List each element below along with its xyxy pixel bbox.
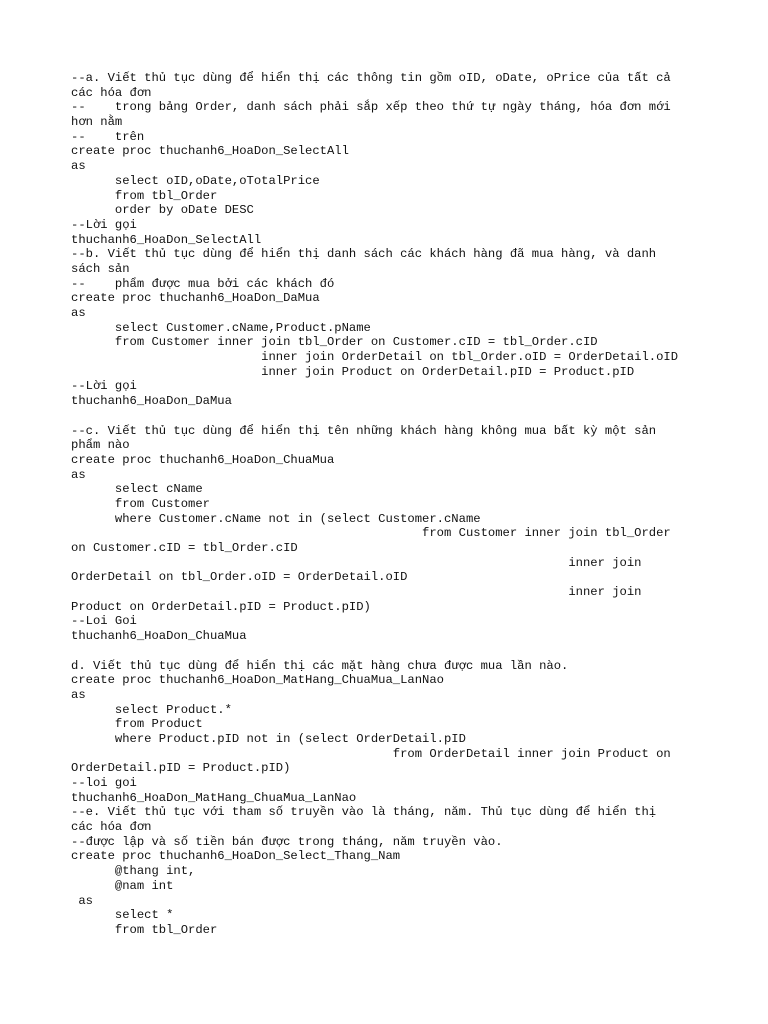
code-line: -- trên <box>71 129 145 144</box>
code-line: --c. Viết thủ tục dùng để hiển thị tên những khách hàng không mua bất kỳ một sản <box>71 423 657 438</box>
code-line <box>71 644 701 659</box>
code-line: --b. Viết thủ tục dùng để hiển thị danh sách các khách hàng đã mua hàng, và danh <box>71 247 657 262</box>
sql-code-block <box>71 71 701 938</box>
code-line: as <box>71 306 86 320</box>
code-line: from OrderDetail inner join Product on <box>71 746 671 761</box>
code-line: as <box>71 159 86 174</box>
code-line: --Loi Goi <box>71 614 137 629</box>
code-line: sách sản <box>71 261 130 276</box>
code-line: select Customer.cName,Product.pName <box>71 320 371 335</box>
code-line: OrderDetail.pID = Product.pID) <box>71 761 291 776</box>
code-line: create proc thuchanh6_HoaDon_ChuaMua <box>71 452 335 467</box>
code-line: -- trong bảng Order, danh sách phải sắp xếp theo thứ tự ngày tháng, hóa đơn mới <box>71 100 671 115</box>
code-line: where Product.pID not in (select OrderDetail.pID <box>71 731 466 746</box>
code-line: from Customer inner join tbl_Order <box>71 526 671 541</box>
code-line: thuchanh6_HoaDon_MatHang_ChuaMua_LanNao <box>71 790 357 805</box>
code-line: from tbl_Order <box>71 188 218 203</box>
code-line: create proc thuchanh6_HoaDon_Select_Thang_Nam <box>71 849 401 864</box>
code-line: inner join <box>71 585 642 600</box>
code-line: on Customer.cID = tbl_Order.cID <box>71 541 298 555</box>
code-line: -- phẩm được mua bởi các khách đó <box>71 276 335 291</box>
code-line: from Customer <box>71 496 210 511</box>
code-line: thuchanh6_HoaDon_DaMua <box>71 394 232 409</box>
code-line: create proc thuchanh6_HoaDon_MatHang_ChuaMua_LanNao <box>71 673 444 688</box>
code-line: as <box>71 893 93 908</box>
code-line: --được lập và số tiền bán được trong tháng, năm truyền vào. <box>71 834 503 849</box>
code-line: d. Viết thủ tục dùng để hiển thị các mặt hàng chưa được mua lần nào. <box>71 658 569 673</box>
code-line: các hóa đơn <box>71 820 152 835</box>
code-line: phẩm nào <box>71 438 130 453</box>
code-line: select oID,oDate,oTotalPrice <box>71 173 320 188</box>
code-line: thuchanh6_HoaDon_ChuaMua <box>71 629 247 644</box>
code-line: --Lời gọi <box>71 217 137 232</box>
code-line: as <box>71 467 86 482</box>
code-line: from Product <box>71 717 203 732</box>
code-line <box>71 409 701 424</box>
code-line: @nam int <box>71 878 174 893</box>
code-line: inner join <box>71 555 642 570</box>
code-line: @thang int, <box>71 864 196 879</box>
code-line: from tbl_Order <box>71 922 218 937</box>
code-line: select cName <box>71 482 203 497</box>
code-line: order by oDate DESC <box>71 203 254 218</box>
code-line: --a. Viết thủ tục dùng để hiển thị các thông tin gồm oID, oDate, oPrice của tất cả <box>71 71 671 85</box>
code-line: select * <box>71 908 174 923</box>
code-line: create proc thuchanh6_HoaDon_DaMua <box>71 291 320 306</box>
code-line: OrderDetail on tbl_Order.oID = OrderDetail.oID <box>71 570 408 585</box>
code-line: thuchanh6_HoaDon_SelectAll <box>71 232 262 247</box>
code-line: inner join Product on OrderDetail.pID = Product.pID <box>71 364 635 379</box>
code-line: inner join OrderDetail on tbl_Order.oID = OrderDetail.oID <box>71 350 679 365</box>
code-line: from Customer inner join tbl_Order on Customer.cID = tbl_Order.cID <box>71 335 598 350</box>
code-line: --e. Viết thủ tục với tham số truyền vào là tháng, năm. Thủ tục dùng để hiển thị <box>71 805 657 820</box>
code-line: --Lời gọi <box>71 379 137 394</box>
code-line: where Customer.cName not in (select Customer.cName <box>71 511 481 526</box>
code-line: create proc thuchanh6_HoaDon_SelectAll <box>71 144 349 159</box>
code-line: --loi goi <box>71 776 137 790</box>
code-line: as <box>71 687 86 702</box>
code-line: select Product.* <box>71 702 232 717</box>
code-line: Product on OrderDetail.pID = Product.pID) <box>71 599 371 614</box>
code-line: hơn nằm <box>71 115 123 130</box>
code-line: các hóa đơn <box>71 85 152 100</box>
